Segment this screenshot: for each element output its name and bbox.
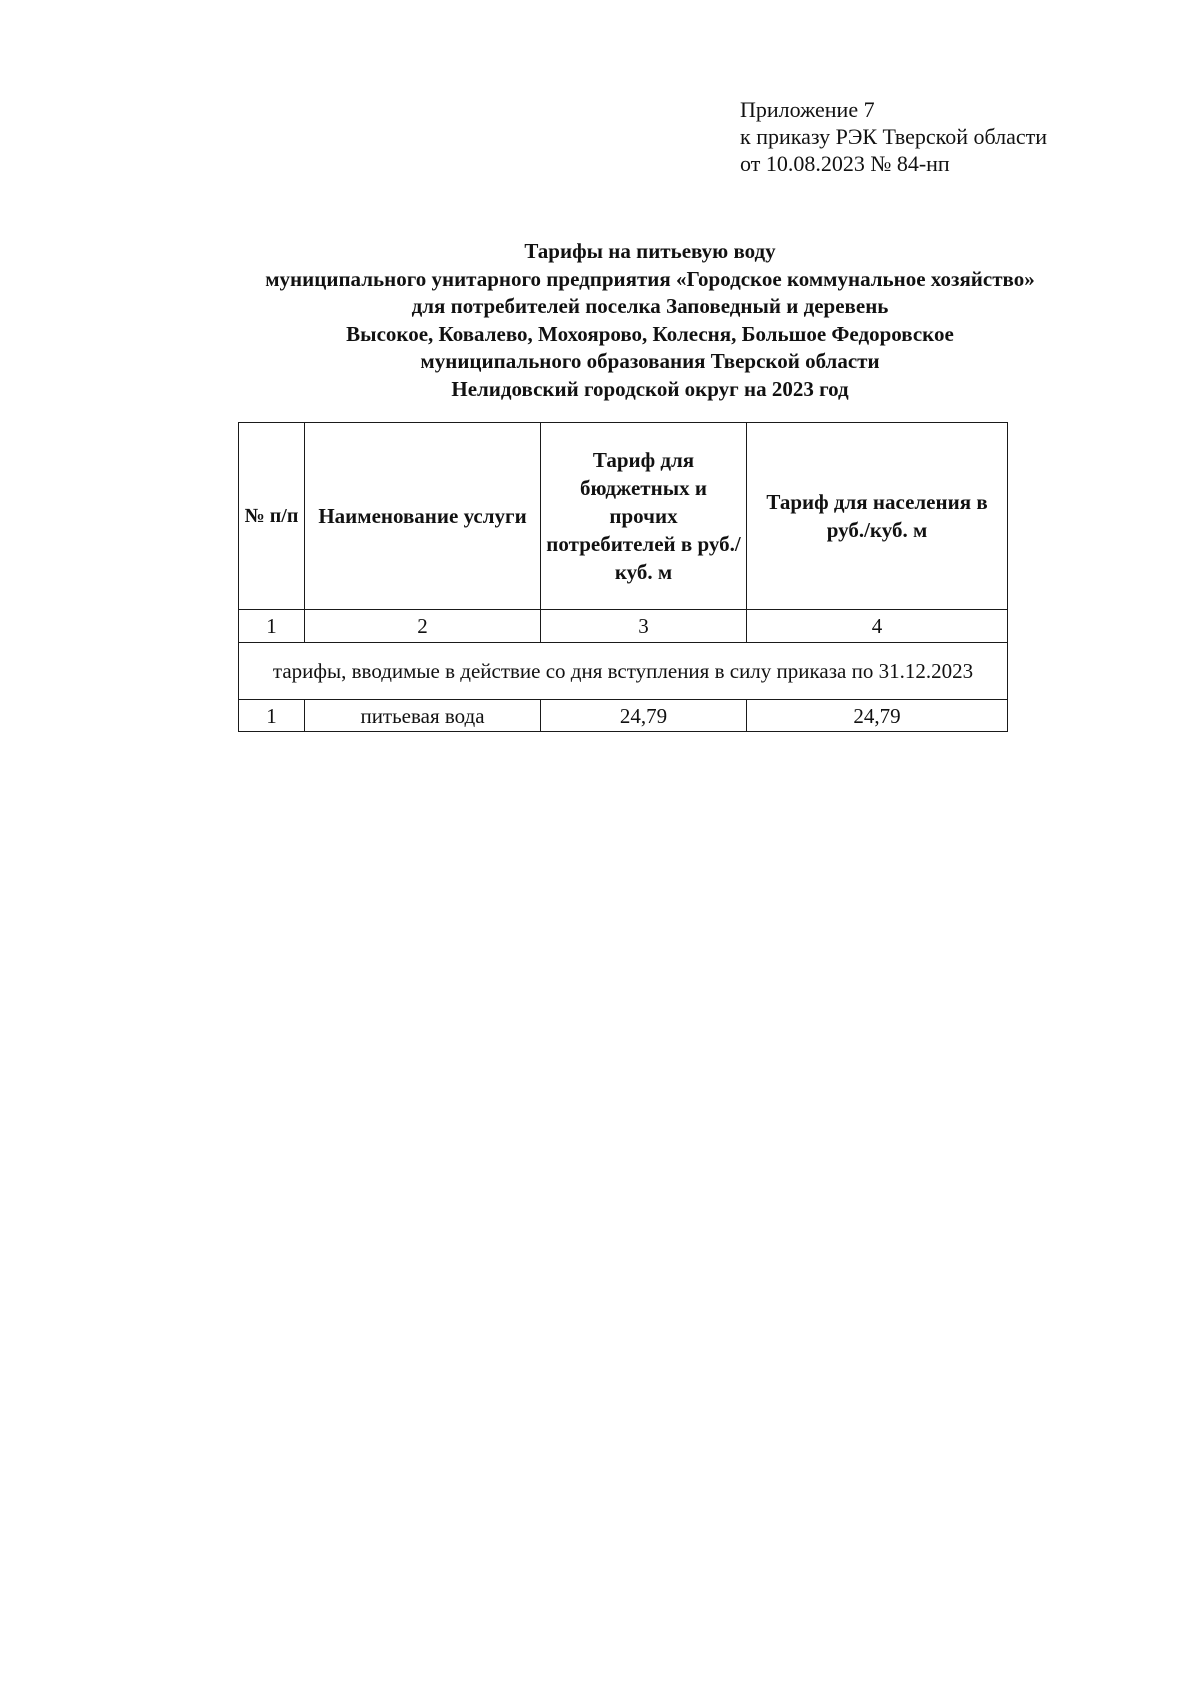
section-row	[239, 643, 1008, 700]
column-number: 3	[541, 610, 747, 643]
header-budget-tariff: Тариф для бюджетных и прочих потребителей в руб./куб. м	[541, 423, 747, 610]
column-number-row	[239, 610, 1008, 643]
title-line-4: Высокое, Ковалево, Мохоярово, Колесня, Большое Федоровское	[346, 321, 954, 346]
row-number: 1	[239, 700, 305, 732]
appendix-reference	[740, 96, 1047, 177]
row-population-tariff: 24,79	[747, 700, 1008, 732]
title-line-6: Нелидовский городской округ на 2023 год	[451, 376, 849, 401]
header-number: № п/п	[239, 423, 305, 610]
table-row	[239, 700, 1008, 732]
appendix-line-1: Приложение 7	[740, 97, 875, 122]
appendix-line-2: к приказу РЭК Тверской области	[740, 124, 1048, 149]
header-service-name: Наименование услуги	[305, 423, 541, 610]
title-line-3: для потребителей поселка Заповедный и деревень	[411, 294, 889, 318]
row-budget-tariff: 24,79	[541, 700, 747, 732]
title-line-2: муниципального унитарного предприятия «Городское коммунальное хозяйство»	[265, 266, 1035, 291]
tariff-table	[238, 422, 1008, 732]
column-number: 4	[747, 610, 1008, 643]
table-header-row	[239, 423, 1008, 610]
title-line-5: муниципального образования Тверской области	[420, 349, 880, 373]
row-service-name: питьевая вода	[305, 700, 541, 732]
appendix-line-3: от 10.08.2023 № 84-нп	[740, 151, 950, 176]
header-population-tariff: Тариф для населения в руб./куб. м	[747, 423, 1008, 610]
column-number: 2	[305, 610, 541, 643]
document-title	[150, 238, 1150, 403]
section-label: тарифы, вводимые в действие со дня вступления в силу приказа по 31.12.2023	[239, 643, 1008, 700]
title-line-1: Тарифы на питьевую воду	[524, 239, 776, 263]
column-number: 1	[239, 610, 305, 643]
